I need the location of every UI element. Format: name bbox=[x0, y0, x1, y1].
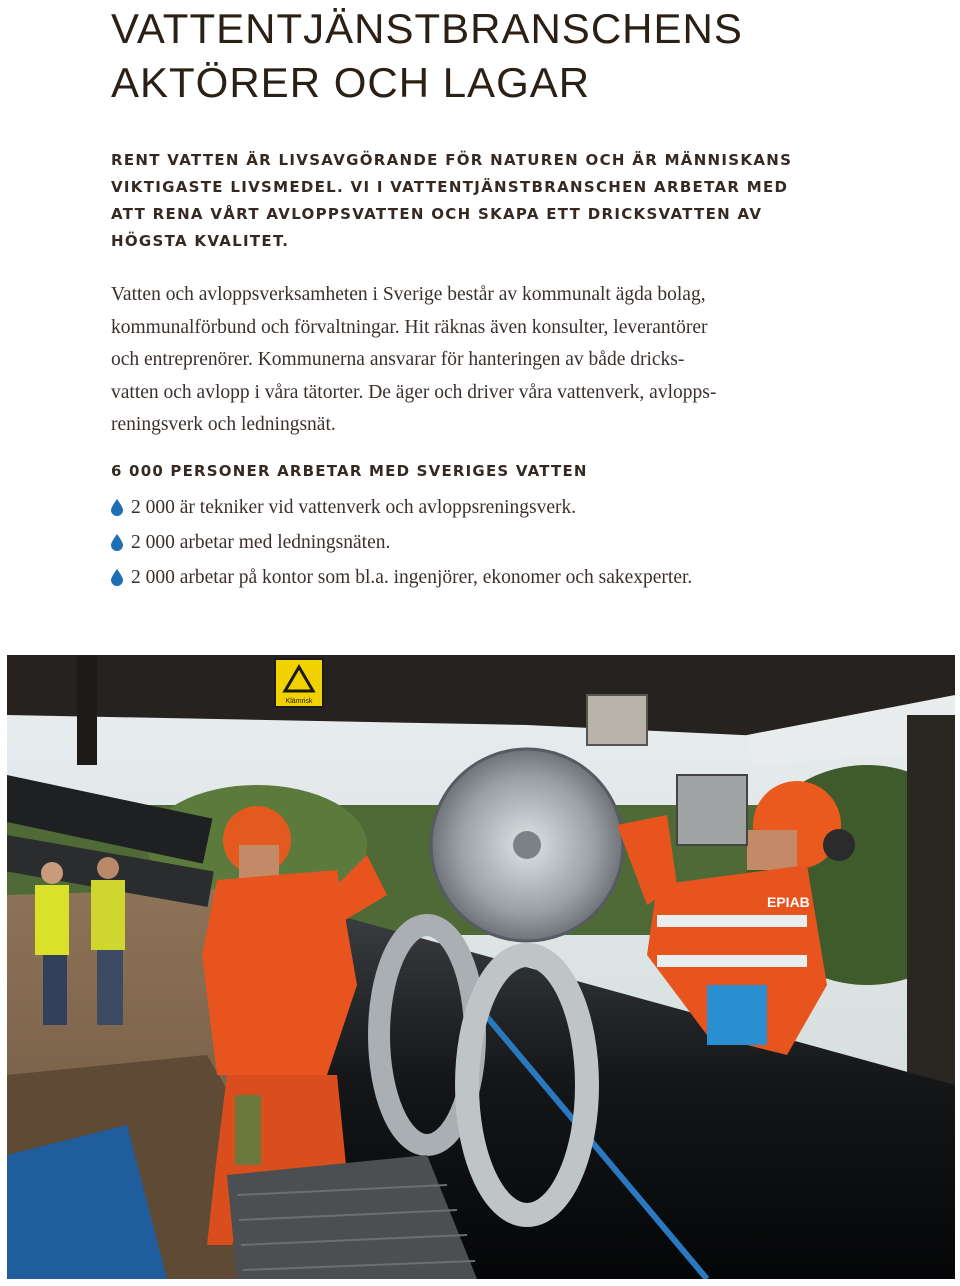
pipe-welding-photo bbox=[7, 655, 955, 1279]
page-title-line: AKTÖRER OCH LAGAR bbox=[111, 59, 591, 106]
page-title bbox=[111, 2, 743, 110]
list-item-text: 2 000 arbetar med ledningsnäten. bbox=[131, 532, 391, 553]
body-paragraph bbox=[111, 279, 871, 442]
workers-list bbox=[111, 490, 692, 595]
page-title-line: VATTENTJÄNSTBRANSCHENS bbox=[111, 5, 743, 52]
body-line: kommunalförbund och förvaltningar. Hit räknas även konsulter, leverantörer bbox=[111, 316, 708, 338]
water-drop-icon bbox=[111, 569, 123, 586]
list-item-text: 2 000 är tekniker vid vattenverk och avloppsreningsverk. bbox=[131, 497, 577, 518]
body-line: vatten och avlopp i våra tätorter. De äger och driver våra vattenverk, avlopps- bbox=[111, 381, 717, 403]
water-drop-icon bbox=[111, 534, 123, 551]
lead-line: RENT VATTEN ÄR LIVSAVGÖRANDE FÖR NATUREN OCH ÄR MÄNNISKANS bbox=[111, 151, 793, 169]
list-item bbox=[111, 560, 692, 595]
list-item-text: 2 000 arbetar på kontor som bl.a. ingenjörer, ekonomer och sakexperter. bbox=[131, 567, 693, 588]
lead-line: VIKTIGASTE LIVSMEDEL. VI I VATTENTJÄNSTBRANSCHEN ARBETAR MED bbox=[111, 178, 789, 196]
list-item bbox=[111, 525, 692, 560]
body-line: Vatten och avloppsverksamheten i Sverige består av kommunalt ägda bolag, bbox=[111, 284, 706, 305]
list-item bbox=[111, 490, 692, 525]
warning-sign-text: Klämrisk bbox=[285, 698, 313, 705]
water-drop-icon bbox=[111, 499, 123, 516]
lead-line: ATT RENA VÅRT AVLOPPSVATTEN OCH SKAPA ETT DRICKSVATTEN AV bbox=[111, 205, 763, 223]
workers-heading: 6 000 PERSONER ARBETAR MED SVERIGES VATTEN bbox=[111, 462, 588, 480]
body-line: och entreprenörer. Kommunerna ansvarar för hanteringen av både dricks- bbox=[111, 349, 685, 370]
body-line: reningsverk och ledningsnät. bbox=[111, 414, 336, 435]
lead-paragraph bbox=[111, 147, 871, 255]
lead-line: HÖGSTA KVALITET. bbox=[111, 232, 290, 250]
vest-text: EPIAB bbox=[767, 894, 810, 910]
